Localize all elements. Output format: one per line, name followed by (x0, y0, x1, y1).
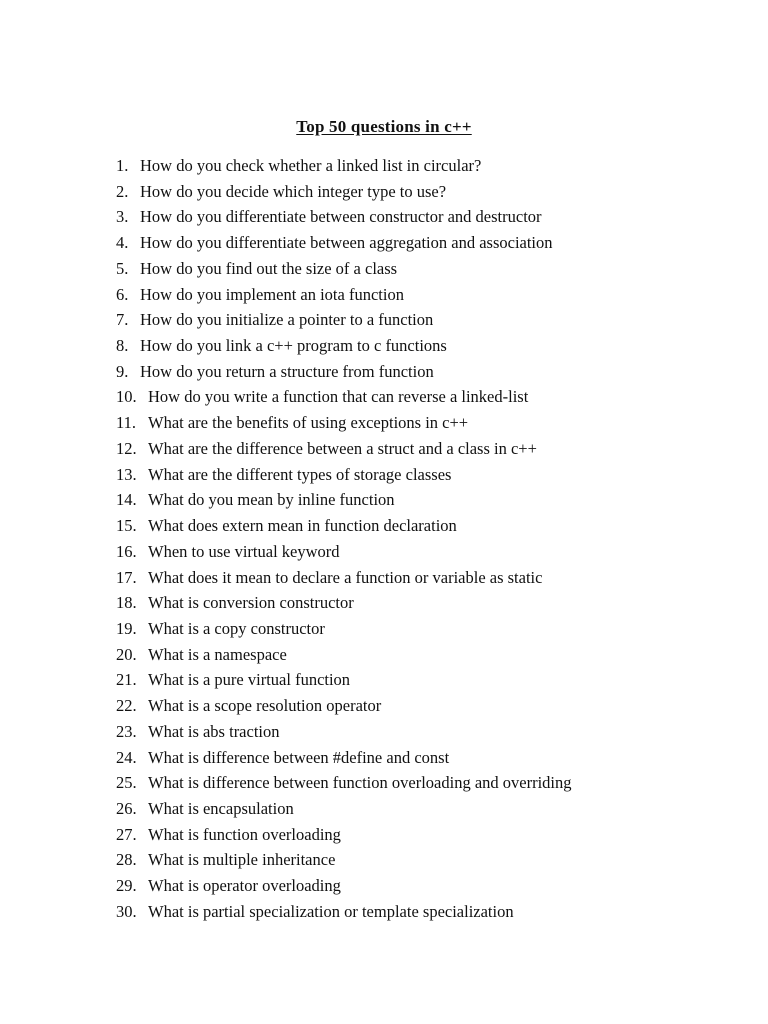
question-number: 22. (116, 696, 137, 716)
list-item (116, 204, 572, 230)
question-number: 24. (116, 747, 137, 767)
question-text: How do you initialize a pointer to a function (140, 310, 434, 330)
question-text: What is function overloading (148, 824, 341, 844)
question-number: 13. (116, 464, 137, 484)
question-number: 15. (116, 516, 137, 536)
question-text: How do you differentiate between aggregation and association (140, 233, 553, 253)
question-number: 20. (116, 644, 137, 664)
question-text: What is conversion constructor (148, 593, 354, 613)
question-number: 30. (116, 901, 137, 921)
question-number: 14. (116, 490, 137, 510)
question-text: What is a namespace (148, 644, 287, 664)
question-number: 16. (116, 541, 137, 561)
document-title: Top 50 questions in c++ (296, 117, 472, 136)
question-list (116, 153, 572, 925)
question-text: What is a scope resolution operator (148, 696, 382, 716)
question-text: How do you find out the size of a class (140, 258, 398, 278)
question-text: What is difference between #define and const (148, 747, 450, 767)
question-number: 2. (116, 181, 129, 201)
question-number: 21. (116, 670, 137, 690)
question-number: 8. (116, 336, 129, 356)
list-item (116, 307, 572, 333)
list-item (116, 359, 572, 385)
question-number: 10. (116, 387, 137, 407)
list-item (116, 487, 572, 513)
question-number: 12. (116, 438, 137, 458)
list-item (116, 899, 572, 925)
question-number: 6. (116, 284, 129, 304)
list-item (116, 462, 572, 488)
question-text: How do you write a function that can reverse a linked-list (148, 387, 529, 407)
question-text: When to use virtual keyword (148, 541, 340, 561)
question-text: How do you decide which integer type to use? (140, 181, 447, 201)
question-text: How do you link a c++ program to c functions (140, 336, 447, 356)
list-item (116, 436, 572, 462)
question-number: 3. (116, 207, 129, 227)
question-number: 9. (116, 361, 129, 381)
list-item (116, 410, 572, 436)
question-text: How do you implement an iota function (140, 284, 404, 304)
question-number: 25. (116, 773, 137, 793)
question-number: 17. (116, 567, 137, 587)
question-text: What is operator overloading (148, 876, 341, 896)
question-text: What is a pure virtual function (148, 670, 351, 690)
question-text: How do you return a structure from function (140, 361, 434, 381)
question-number: 19. (116, 618, 137, 638)
list-item (116, 796, 572, 822)
list-item (116, 539, 572, 565)
question-text: What are the difference between a struct and a class in c++ (148, 438, 537, 458)
list-item (116, 384, 572, 410)
list-item (116, 822, 572, 848)
list-item (116, 513, 572, 539)
question-text: What are the benefits of using exceptions in c++ (148, 413, 469, 433)
question-number: 1. (116, 156, 129, 175)
question-number: 7. (116, 310, 129, 330)
question-number: 27. (116, 824, 137, 844)
question-number: 26. (116, 798, 137, 818)
list-item (116, 667, 572, 693)
list-item (116, 282, 572, 308)
question-text: What is partial specialization or template specialization (148, 901, 514, 921)
question-text: What is abs traction (148, 721, 280, 741)
question-text: What is multiple inheritance (148, 850, 336, 870)
list-item (116, 873, 572, 899)
question-text: What is a copy constructor (148, 618, 325, 638)
question-number: 11. (116, 413, 137, 433)
list-item (116, 333, 572, 359)
list-item (116, 642, 572, 668)
question-text: How do you differentiate between constructor and destructor (140, 207, 542, 227)
list-item (116, 693, 572, 719)
question-text: What does extern mean in function declaration (148, 516, 457, 536)
list-item (116, 590, 572, 616)
question-number: 29. (116, 876, 137, 896)
list-item (116, 565, 572, 591)
list-item (116, 230, 572, 256)
list-item (116, 256, 572, 282)
list-item (116, 179, 572, 205)
list-item (116, 616, 572, 642)
question-number: 4. (116, 233, 129, 253)
list-item (116, 153, 572, 179)
question-text: What does it mean to declare a function or variable as static (148, 567, 543, 587)
list-item (116, 745, 572, 771)
question-number: 5. (116, 258, 129, 278)
list-item (116, 847, 572, 873)
question-text: What are the different types of storage classes (148, 464, 452, 484)
question-text: What is difference between function overloading and overriding (148, 773, 572, 793)
question-number: 23. (116, 721, 137, 741)
question-text: What do you mean by inline function (148, 490, 395, 510)
question-number: 28. (116, 850, 137, 870)
list-item (116, 719, 572, 745)
list-item (116, 770, 572, 796)
question-text: What is encapsulation (148, 798, 294, 818)
question-text: How do you check whether a linked list in circular? (140, 156, 482, 175)
question-number: 18. (116, 593, 137, 613)
